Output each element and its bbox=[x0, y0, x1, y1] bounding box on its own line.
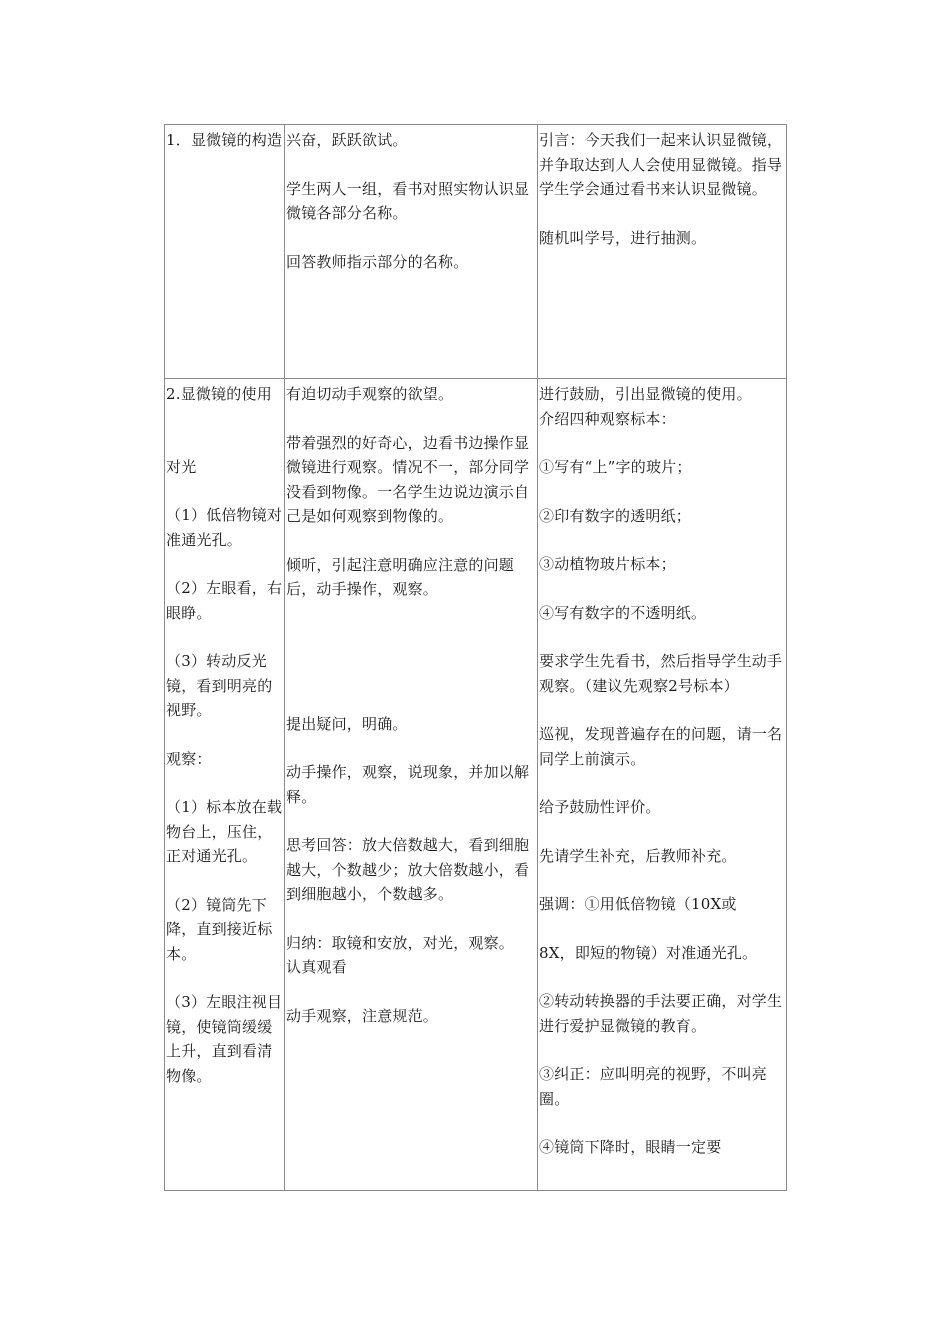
table-row bbox=[165, 379, 787, 1191]
section-text: （2）镜筒先下降，直到接近标本。 bbox=[166, 895, 273, 963]
teacher-text: 引言：今天我们一起来认识显微镜，并争取达到人人会使用显微镜。指导学生学会通过看书来认识显微镜。 bbox=[539, 131, 783, 198]
teacher-text: 强调：①用低倍物镜（10X或 bbox=[539, 895, 737, 913]
student-text: 认真观看 bbox=[286, 958, 347, 976]
teacher-text: 进行鼓励，引出显微镜的使用。 bbox=[539, 385, 752, 403]
section-title: 2.显微镜的使用 bbox=[166, 385, 272, 403]
teacher-text: ④写有数字的不透明纸。 bbox=[539, 603, 707, 622]
student-text: 回答教师指示部分的名称。 bbox=[286, 252, 469, 271]
teacher-text: 巡视，发现普遍存在的问题，请一名同学上前演示。 bbox=[539, 725, 783, 768]
student-text: 动手观察，注意规范。 bbox=[286, 1006, 439, 1025]
teacher-text: 8X，即短的物镜）对准通光孔。 bbox=[539, 943, 758, 962]
teacher-text: 随机叫学号，进行抽测。 bbox=[539, 228, 707, 247]
section-text: （2）左眼看，右眼睁。 bbox=[166, 579, 283, 622]
section-text: 对光 bbox=[166, 457, 197, 476]
teacher-text: ②转动转换器的手法要正确，对学生进行爱护显微镜的教育。 bbox=[539, 992, 783, 1035]
teacher-text: 介绍四种观察标本： bbox=[539, 409, 676, 428]
student-text: 动手操作，观察，说现象，并加以解释。 bbox=[286, 763, 530, 806]
section-text: （1）标本放在载物台上，压住，正对通光孔。 bbox=[166, 798, 283, 865]
teacher-text: 先请学生补充，后教师补充。 bbox=[539, 846, 737, 865]
teacher-text: ③动植物玻片标本； bbox=[539, 555, 676, 573]
teacher-text: ①写有“上”字的玻片； bbox=[539, 458, 692, 476]
teacher-text: 给予鼓励性评价。 bbox=[539, 798, 661, 816]
spacer bbox=[166, 407, 283, 455]
student-text: 思考回答：放大倍数越大，看到细胞越大，个数越少；放大倍数越小，看到细胞越小，个数越多。 bbox=[286, 836, 530, 903]
section-text: （1）低倍物镜对准通光孔。 bbox=[166, 506, 283, 549]
teacher-text: ③纠正：应叫明亮的视野，不叫亮圈。 bbox=[539, 1065, 768, 1108]
section-text: （3）转动反光镜，看到明亮的视野。 bbox=[166, 652, 273, 719]
student-text: 倾听，引起注意明确应注意的问题后，动手操作，观察。 bbox=[286, 555, 515, 598]
teacher-text: ④镜筒下降时，眼睛一定要 bbox=[539, 1138, 722, 1156]
teacher-text: 要求学生先看书，然后指导学生动手观察。（建议先观察2号标本） bbox=[539, 652, 783, 695]
teacher-text: ②印有数字的透明纸； bbox=[539, 506, 692, 525]
section-cell bbox=[165, 379, 285, 1191]
student-text: 兴奋，跃跃欲试。 bbox=[286, 131, 408, 149]
teacher-activity-cell bbox=[538, 379, 787, 1191]
student-text: 带着强烈的好奇心，边看书边操作显微镜进行观察。情况不一，部分同学没看到物像。一名学生边说边演示自己是如何观察到物像的。 bbox=[286, 433, 530, 525]
table-row bbox=[165, 125, 787, 379]
student-text: 归纳：取镜和安放，对光，观察。 bbox=[286, 933, 515, 952]
student-text: 有迫切动手观察的欲望。 bbox=[286, 385, 454, 403]
teacher-activity-cell bbox=[538, 125, 787, 379]
section-cell bbox=[165, 125, 285, 379]
student-text: 提出疑问，明确。 bbox=[286, 714, 408, 733]
section-title: 1．显微镜的构造 bbox=[166, 131, 283, 149]
section-text: （3）左眼注视目镜，使镜筒缓缓上升，直到看清物像。 bbox=[166, 993, 283, 1085]
section-text: 观察： bbox=[166, 749, 212, 768]
student-activity-cell bbox=[285, 379, 538, 1191]
lesson-plan-table bbox=[164, 124, 787, 1191]
student-activity-cell bbox=[285, 125, 538, 379]
student-text: 学生两人一组，看书对照实物认识显微镜各部分名称。 bbox=[286, 179, 530, 222]
spacer bbox=[286, 602, 536, 712]
